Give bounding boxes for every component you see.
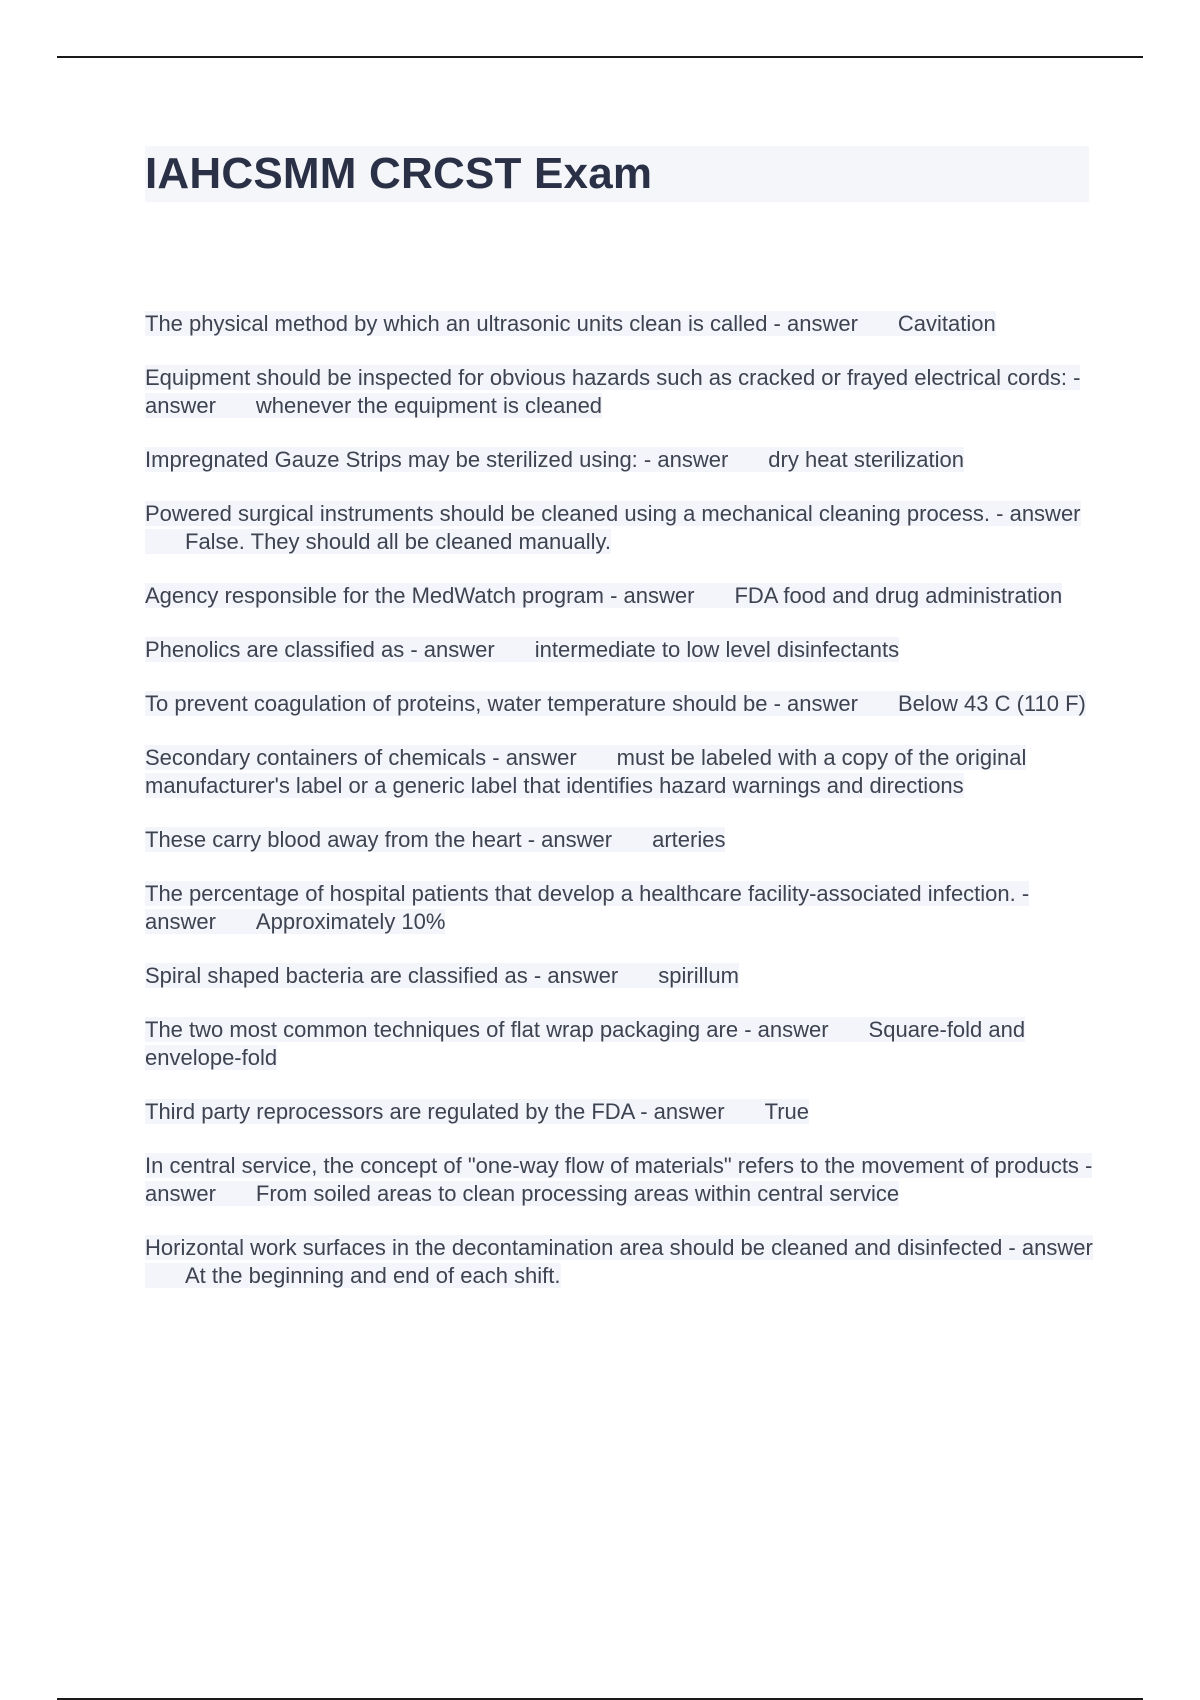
answer-text: Cavitation — [897, 311, 996, 336]
qa-item — [145, 636, 1095, 664]
answer-text: At the beginning and end of each shift. — [185, 1263, 561, 1288]
question-text: Secondary containers of chemicals - answer — [145, 745, 577, 770]
question-text: The percentage of hospital patients that develop a healthcare facility-associated infection. - answer — [145, 881, 1030, 934]
qa-item — [145, 744, 1095, 800]
question-text: Impregnated Gauze Strips may be sterilized using: - answer — [145, 447, 729, 472]
page-title: IAHCSMM CRCST Exam — [145, 149, 653, 198]
question-text: In central service, the concept of "one-way flow of materials" refers to the movement of products - answer — [145, 1153, 1093, 1206]
question-text: Phenolics are classified as - answer — [145, 637, 495, 662]
qa-item — [145, 690, 1095, 718]
question-text: Horizontal work surfaces in the decontamination area should be cleaned and disinfected - answer — [145, 1235, 1093, 1260]
qa-item — [145, 1152, 1095, 1208]
answer-text: From soiled areas to clean processing areas within central service — [255, 1181, 900, 1206]
qa-item — [145, 962, 1095, 990]
qa-item — [145, 880, 1095, 936]
answer-text: must be labeled with a copy of the original manufacturer's label or a generic label that identifies hazard warnings and directions — [145, 745, 1027, 798]
qa-item — [145, 500, 1095, 556]
qa-list — [145, 310, 1095, 1316]
answer-text: Below 43 C (110 F) — [897, 691, 1086, 716]
qa-item — [145, 446, 1095, 474]
question-text: The two most common techniques of flat wrap packaging are - answer — [145, 1017, 829, 1042]
question-text: Equipment should be inspected for obvious hazards such as cracked or frayed electrical cords: - answer — [145, 365, 1081, 418]
question-text: These carry blood away from the heart - answer — [145, 827, 613, 852]
answer-text: arteries — [652, 827, 726, 852]
qa-item — [145, 310, 1095, 338]
qa-item — [145, 826, 1095, 854]
answer-text: FDA food and drug administration — [734, 583, 1063, 608]
question-text: Third party reprocessors are regulated by the FDA - answer — [145, 1099, 725, 1124]
top-rule — [57, 56, 1143, 58]
question-text: Spiral shaped bacteria are classified as - answer — [145, 963, 619, 988]
answer-text: whenever the equipment is cleaned — [255, 393, 603, 418]
answer-text: Approximately 10% — [255, 909, 446, 934]
question-text: The physical method by which an ultrasonic units clean is called - answer — [145, 311, 858, 336]
answer-text: True — [764, 1099, 810, 1124]
question-text: Agency responsible for the MedWatch program - answer — [145, 583, 695, 608]
answer-text: intermediate to low level disinfectants — [534, 637, 900, 662]
qa-item — [145, 1098, 1095, 1126]
qa-item — [145, 582, 1095, 610]
answer-text: spirillum — [658, 963, 739, 988]
answer-text: Square-fold and envelope-fold — [145, 1017, 1026, 1070]
qa-item — [145, 1016, 1095, 1072]
qa-item — [145, 364, 1095, 420]
answer-text: dry heat sterilization — [768, 447, 964, 472]
answer-text: False. They should all be cleaned manually. — [185, 529, 611, 554]
question-text: To prevent coagulation of proteins, water temperature should be - answer — [145, 691, 858, 716]
question-text: Powered surgical instruments should be cleaned using a mechanical cleaning process. - answer — [145, 501, 1081, 526]
qa-item — [145, 1234, 1095, 1290]
